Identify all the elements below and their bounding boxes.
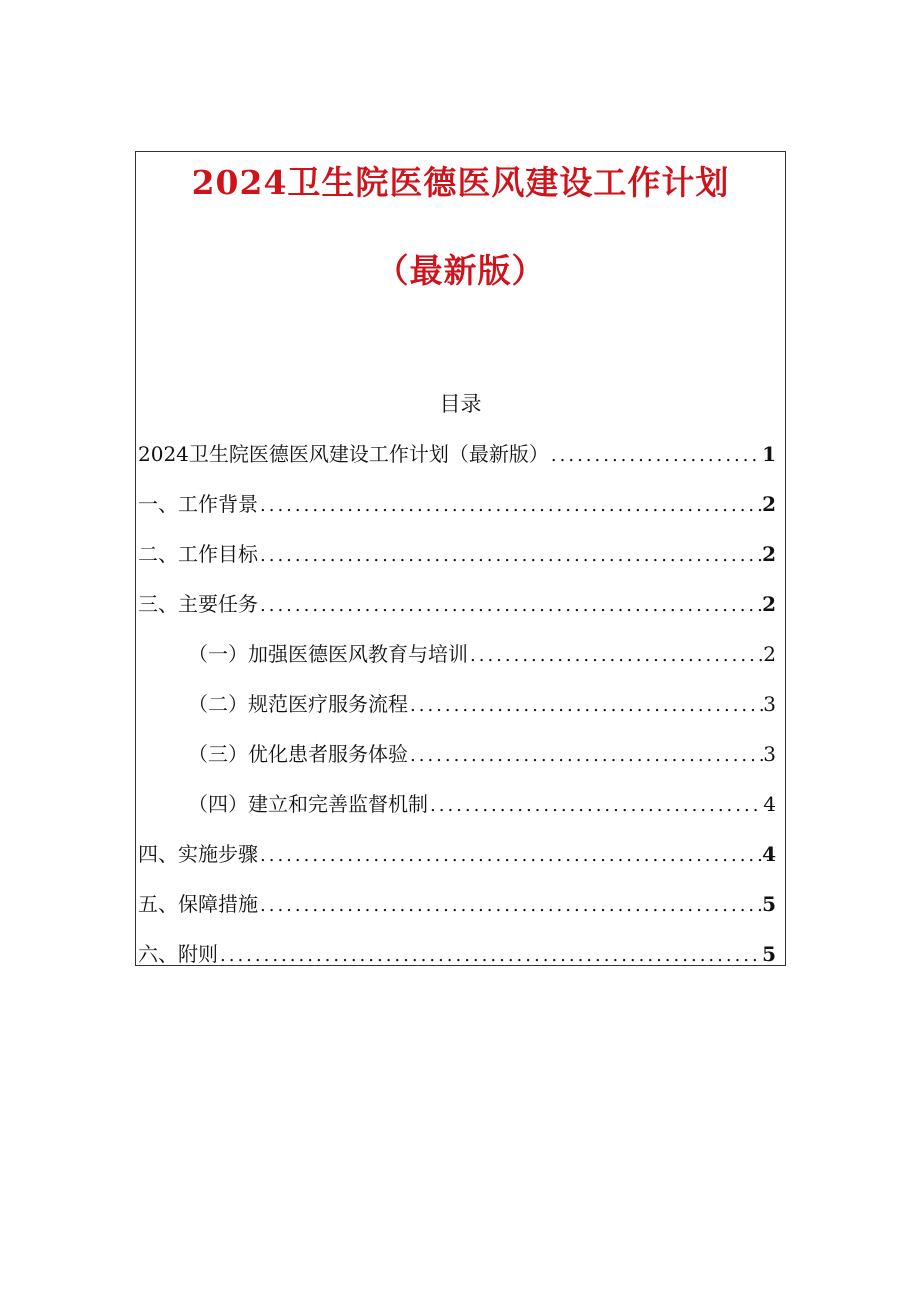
toc-entry-page: 3 <box>763 692 776 716</box>
toc-entry-label: （三）优化患者服务体验 <box>188 742 408 766</box>
toc-entry[interactable] <box>138 938 776 968</box>
toc-leader-dots <box>258 895 762 916</box>
toc-entry-page: 4 <box>763 792 776 816</box>
toc-entry[interactable] <box>188 638 776 668</box>
toc-entry[interactable] <box>138 438 776 468</box>
toc-leader-dots <box>218 945 762 966</box>
toc-entry-page: 5 <box>762 892 776 916</box>
toc-entry-page: 1 <box>762 442 776 466</box>
toc-leader-dots <box>258 845 762 866</box>
toc-entry[interactable] <box>188 688 776 718</box>
toc-leader-dots <box>468 645 763 666</box>
toc-leader-dots <box>408 695 763 716</box>
toc-entry-page: 3 <box>763 742 776 766</box>
toc-leader-dots <box>428 795 763 816</box>
toc-leader-dots <box>258 595 762 616</box>
toc-entry-page: 5 <box>762 942 776 966</box>
toc-entry-label: （二）规范医疗服务流程 <box>188 692 408 716</box>
toc-entry-label: 2024卫生院医德医风建设工作计划（最新版） <box>138 442 549 466</box>
toc-entry[interactable] <box>138 588 776 618</box>
toc-entry-label: 四、实施步骤 <box>138 842 258 866</box>
toc-leader-dots <box>258 495 762 516</box>
document-subtitle: （最新版） <box>375 251 546 290</box>
toc-heading: 目录 <box>439 392 482 416</box>
toc-entry-page: 2 <box>762 542 776 566</box>
toc-entry-page: 2 <box>762 492 776 516</box>
toc-entry[interactable] <box>138 888 776 918</box>
toc-entry-label: 一、工作背景 <box>138 492 258 516</box>
toc-entry-page: 2 <box>763 642 776 666</box>
toc-leader-dots <box>549 445 762 466</box>
toc-entry-label: 五、保障措施 <box>138 892 258 916</box>
toc-leader-dots <box>258 545 762 566</box>
document-frame <box>135 151 786 966</box>
toc-entry-label: 三、主要任务 <box>138 592 258 616</box>
toc-entry-label: （四）建立和完善监督机制 <box>188 792 428 816</box>
toc-entry[interactable] <box>138 838 776 868</box>
toc-entry-label: （一）加强医德医风教育与培训 <box>188 642 468 666</box>
toc-entry[interactable] <box>188 738 776 768</box>
toc-entry-label: 六、附则 <box>138 942 218 966</box>
toc-entry[interactable] <box>188 788 776 818</box>
toc-entry-page: 4 <box>762 842 776 866</box>
toc-entry[interactable] <box>138 538 776 568</box>
toc-entry-label: 二、工作目标 <box>138 542 258 566</box>
toc-entry[interactable] <box>138 488 776 518</box>
toc-leader-dots <box>408 745 763 766</box>
document-title: 2024卫生院医德医风建设工作计划 <box>191 163 730 202</box>
toc-entry-page: 2 <box>762 592 776 616</box>
